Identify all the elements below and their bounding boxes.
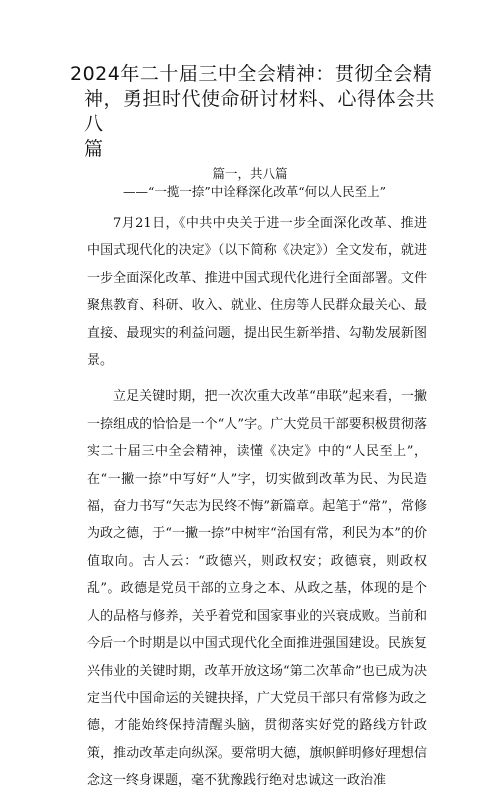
title-line-3: 篇 [84, 138, 104, 160]
title-line-1: 2024年二十届三中全会精神：贯彻全会精 [70, 63, 433, 85]
paragraph: 7月21日，《中共中央关于进一步全面深化改革、推进中国式现代化的决定》（以下简称《决定》）全文发布，就进一步全面深化改革、推进中国式现代化进行全面部署。文件聚焦教育、科研、收入、就业、住房等人民群众最关心、最直接、最现实的利益问题，提出民生新举措、勾勒发展新图景。 [87, 216, 427, 369]
body-text [87, 210, 427, 804]
section-heading: 篇一，共八篇 [212, 166, 288, 181]
paragraph: 立足关键时期，把一次次重大改革“串联”起来看，一撇一捺组成的恰恰是一个“人”字。广大党员干部要积极贯彻落实二十届三中全会精神，读懂《决定》中的“人民至上”，在“一撇一捺”中写好“人”字，切实做到改革为民、为民造福，奋力书写“矢志为民终不悔”新篇章。起笔于“常”，常修为政之德，于“一撇一捺”中树牢“治国有常，利民为本”的价值取向。古人云：“政德兴，则政权安；政德衰，则政权乱”。政德是党员干部的立身之本、从政之基，体现的是个人的品格与修养，关乎着党和国家事业的兴衰成败。当前和今后一个时期是以中国式现代化全面推进强国建设。民族复兴伟业的关键时期，改革开放这场“第二次革命”也已成为决定当代中国命运的关键抉择，广大党员干部只有常修为政之德，才能始终保持清醒头脑，贯彻落实好党的路线方针政策，推动改革走向纵深。要常明大德，旗帜鲜明修好理想信念这一终身课题，毫不犹豫践行绝对忠诚这一政治准 [87, 389, 427, 789]
section-subtitle: ——“一揽一捺”中诠释深化改革“何以人民至上” [123, 184, 387, 199]
title-line-2: 神，勇担时代使命研讨材料、心得体会共八 [84, 88, 436, 135]
document-title [70, 62, 442, 162]
